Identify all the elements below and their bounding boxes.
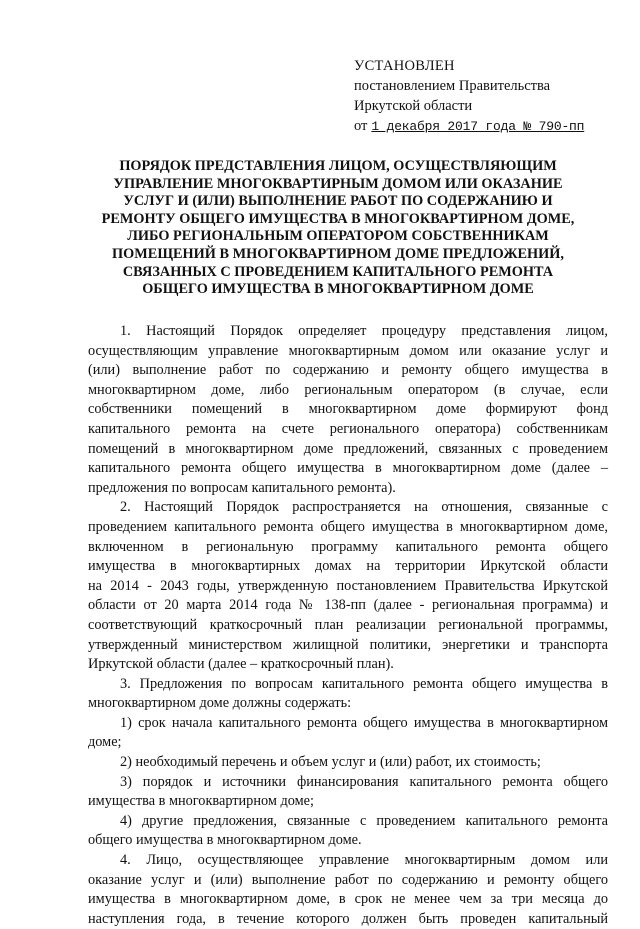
paragraph-line: 1) срок начала капитального ремонта общего имущества в многоквартирном	[120, 714, 608, 731]
paragraph-line: общего имущества в многоквартирном доме.	[88, 832, 362, 849]
paragraph-line: осуществляющим управление многоквартирным домом или оказание услуг и	[88, 342, 608, 359]
title-line: ЛИБО РЕГИОНАЛЬНЫМ ОПЕРАТОРОМ СОБСТВЕННИКАМ	[127, 228, 549, 245]
title-line: СВЯЗАННЫХ С ПРОВЕДЕНИЕМ КАПИТАЛЬНОГО РЕМОНТА	[122, 263, 554, 280]
title-line: ПОМЕЩЕНИЙ В МНОГОКВАРТИРНОМ ДОМЕ ПРЕДЛОЖЕНИЙ,	[112, 245, 564, 262]
paragraph	[88, 714, 608, 753]
paragraph	[88, 322, 608, 498]
paragraph	[88, 753, 608, 773]
paragraph-line: капитального ремонта на счете регионального оператора) собственникам	[88, 420, 608, 437]
paragraph-line: имущества в многоквартирных домах на территории Иркутской области	[88, 558, 608, 575]
paragraph-line: 4) другие предложения, связанные с проведением капитального ремонта	[120, 812, 608, 829]
paragraph-line: утвержденный министерством жилищной политики, энергетики и транспорта	[88, 636, 608, 653]
paragraph	[88, 498, 608, 674]
document-title	[96, 158, 580, 299]
paragraph-line: 3. Предложения по вопросам капитального ремонта общего имущества в	[120, 675, 608, 692]
approval-date-prefix: от	[354, 118, 368, 134]
title-line: УПРАВЛЕНИЕ МНОГОКВАРТИРНЫМ ДОМОМ ИЛИ ОКАЗАНИЕ	[113, 175, 563, 192]
paragraph-line: доме;	[88, 734, 122, 751]
paragraph-line: на 2014 - 2043 годы, утвержденную постановлением Правительства Иркутской	[88, 577, 608, 594]
paragraph	[88, 851, 608, 929]
paragraph-line: 1. Настоящий Порядок определяет процедуру представления лицом,	[120, 323, 608, 339]
approval-authority: постановлением Правительства	[354, 78, 551, 94]
paragraph-line: проведением капитального ремонта общего имущества в многоквартирном доме,	[88, 518, 608, 535]
paragraph-line: капитального ремонта общего имущества в многоквартирном доме (далее –	[88, 460, 608, 477]
approval-region: Иркутской области	[354, 98, 473, 114]
approval-date-value: 1 декабря 2017 года № 790-пп	[371, 119, 585, 134]
document-body	[88, 322, 608, 929]
paragraph-line: 3) порядок и источники финансирования капитального ремонта общего	[120, 773, 608, 790]
approval-heading: УСТАНОВЛЕН	[354, 58, 455, 74]
title-line: ОБЩЕГО ИМУЩЕСТВА В МНОГОКВАРТИРНОМ ДОМЕ	[142, 281, 534, 298]
title-line: УСЛУГ И (ИЛИ) ВЫПОЛНЕНИЕ РАБОТ ПО СОДЕРЖАНИЮ И	[123, 193, 553, 210]
paragraph-line: (или) выполнение работ по содержанию и ремонту общего имущества в	[88, 362, 608, 379]
paragraph-line: собственники помещений в многоквартирном доме формируют фонд	[88, 401, 608, 418]
paragraph-line: области от 20 марта 2014 года № 138-пп (далее - региональная программа) и	[88, 597, 608, 614]
paragraph	[88, 812, 608, 851]
paragraph-line: помещений в многоквартирном доме предложений, связанных с проведением	[88, 440, 608, 457]
paragraph-line: оказание услуг и (или) выполнение работ по содержанию и ремонту общего	[88, 871, 608, 888]
paragraph-line: наступления года, в течение которого должен быть проведен капитальный	[88, 910, 608, 927]
paragraph-line: предложения по вопросам капитального ремонта).	[88, 479, 396, 496]
approval-stamp	[354, 56, 624, 137]
approval-date-line	[354, 116, 624, 137]
paragraph-line: многоквартирном доме должны содержать:	[88, 695, 352, 712]
paragraph-line: имущества в многоквартирном доме, в срок не менее чем за три месяца до	[88, 891, 608, 908]
paragraph-line: Иркутской области (далее – краткосрочный план).	[88, 656, 394, 673]
title-line: РЕМОНТУ ОБЩЕГО ИМУЩЕСТВА В МНОГОКВАРТИРНОМ ДОМЕ,	[101, 210, 575, 227]
paragraph-line: многоквартирном доме, либо региональным оператором (в случае, если	[88, 381, 608, 398]
paragraph-line: 4. Лицо, осуществляющее управление многоквартирным домом или	[120, 852, 608, 869]
paragraph-line: 2. Настоящий Порядок распространяется на отношения, связанные с	[120, 499, 608, 516]
paragraph-line: 2) необходимый перечень и объем услуг и (или) работ, их стоимость;	[120, 754, 541, 771]
paragraph-line: соответствующий краткосрочный план реализации региональной программы,	[88, 616, 608, 633]
paragraph	[88, 773, 608, 812]
paragraph-line: включенном в региональную программу капитального ремонта общего	[88, 538, 608, 555]
paragraph-line: имущества в многоквартирном доме;	[88, 793, 314, 810]
paragraph	[88, 675, 608, 714]
title-line: ПОРЯДОК ПРЕДСТАВЛЕНИЯ ЛИЦОМ, ОСУЩЕСТВЛЯЮЩИМ	[119, 158, 557, 174]
